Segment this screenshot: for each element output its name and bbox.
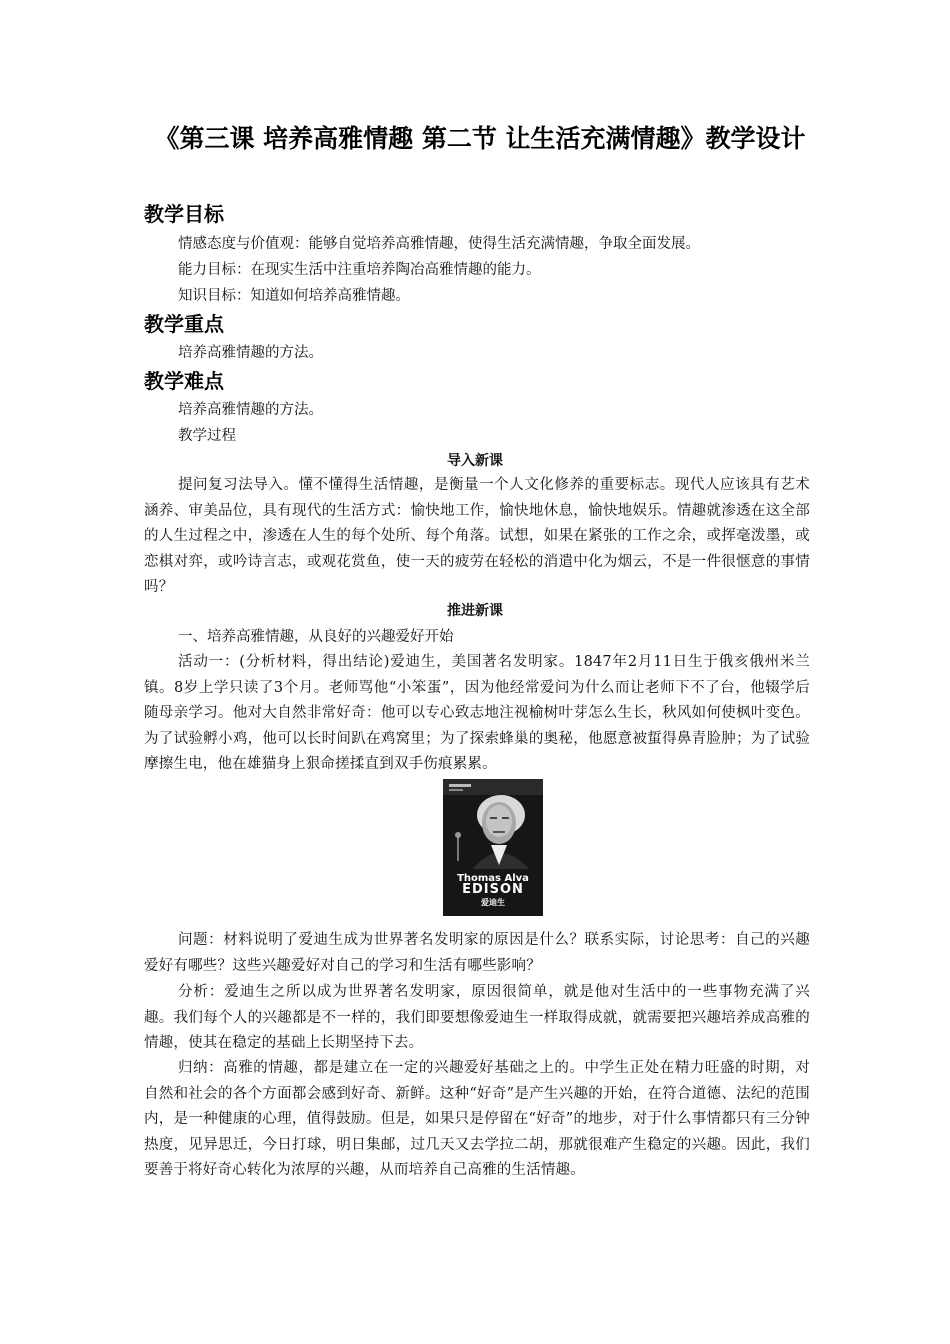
heading-key-points: 教学重点: [144, 312, 224, 336]
difficult-points-text: 培养高雅情趣的方法。: [178, 402, 323, 418]
heading-teaching-goals: 教学目标: [144, 202, 224, 226]
activity-paragraph: 活动一：(分析材料，得出结论)爱迪生，美国著名发明家。1847年2月11日生于俄亥俄州米兰镇。8岁上学只读了3个月。老师骂他“小笨蛋”，因为他经常爱问为什么而让老师下不了台，他辍学后随母亲学习。他对大自然非常好奇：他可以专心致志地注视榆树叶芽怎么生长，秋风如何使枫叶变色。为了试验孵小鸡，他可以长时间趴在鸡窝里；为了探索蜂巢的奥秘，他愿意被蜇得鼻青脸肿；为了试验摩擦生电，他在雄猫身上狠命搓揉直到双手伤痕累累。: [144, 654, 810, 772]
advance-subheading: 一、培养高雅情趣，从良好的兴趣爱好开始: [178, 629, 454, 645]
summary-paragraph: 归纳：高雅的情趣，都是建立在一定的兴趣爱好基础之上的。中学生正处在精力旺盛的时期，对自然和社会的各个方面都会感到好奇、新鲜。这种“好奇”是产生兴趣的开始，在符合道德、法纪的范围内，是一种健康的心理，值得鼓励。但是，如果只是停留在“好奇”的地步，对于什么事情都只有三分钟热度，见异思迁，今日打球，明日集邮，过几天又去学拉二胡，那就很难产生稳定的兴趣。因此，我们要善于将好奇心转化为浓厚的兴趣，从而培养自己高雅的生活情趣。: [144, 1060, 810, 1178]
question-paragraph: 问题：材料说明了爱迪生成为世界著名发明家的原因是什么？联系实际，讨论思考：自己的兴趣爱好有哪些？这些兴趣爱好对自己的学习和生活有哪些影响？: [144, 932, 810, 974]
intro-paragraph: 提问复习法导入。懂不懂得生活情趣，是衡量一个人文化修养的重要标志。现代人应该具有艺术涵养、审美品位，具有现代的生活方式：愉快地工作，愉快地休息，愉快地娱乐。情趣就渗透在这全部的人生过程之中，渗透在人生的每个处所、每个角落。试想，如果在紧张的工作之余，或挥毫泼墨，或恋棋对弈，或吟诗言志，或观花赏鱼，使一天的疲劳在轻松的消遣中化为烟云，不是一件很惬意的事情吗？: [144, 477, 810, 595]
heading-intro: 导入新课: [447, 453, 503, 469]
goal-emotion: 情感态度与价值观：能够自觉培养高雅情趣，使得生活充满情趣，争取全面发展。: [178, 236, 700, 252]
goal-ability: 能力目标：在现实生活中注重培养陶冶高雅情趣的能力。: [178, 262, 541, 278]
key-points-text: 培养高雅情趣的方法。: [178, 345, 323, 361]
book-chinese-name: 爱迪生: [481, 898, 505, 907]
analysis-paragraph: 分析：爱迪生之所以成为世界著名发明家，原因很简单，就是他对生活中的一些事物充满了兴趣。我们每个人的兴趣都是不一样的，我们即要想像爱迪生一样取得成就，就需要把兴趣培养成高雅的情趣，使其在稳定的基础上长期坚持下去。: [144, 984, 810, 1051]
teaching-process-label: 教学过程: [178, 428, 236, 444]
document-title: 《第三课 培养高雅情趣 第二节 让生活充满情趣》教学设计: [154, 124, 806, 153]
edison-book-cover: [443, 779, 543, 916]
goal-knowledge: 知识目标：知道如何培养高雅情趣。: [178, 288, 410, 304]
book-last-name: EDISON: [462, 882, 524, 897]
book-first-name: Thomas Alva: [457, 873, 529, 884]
heading-advance: 推进新课: [447, 603, 503, 619]
heading-difficult-points: 教学难点: [144, 369, 224, 393]
